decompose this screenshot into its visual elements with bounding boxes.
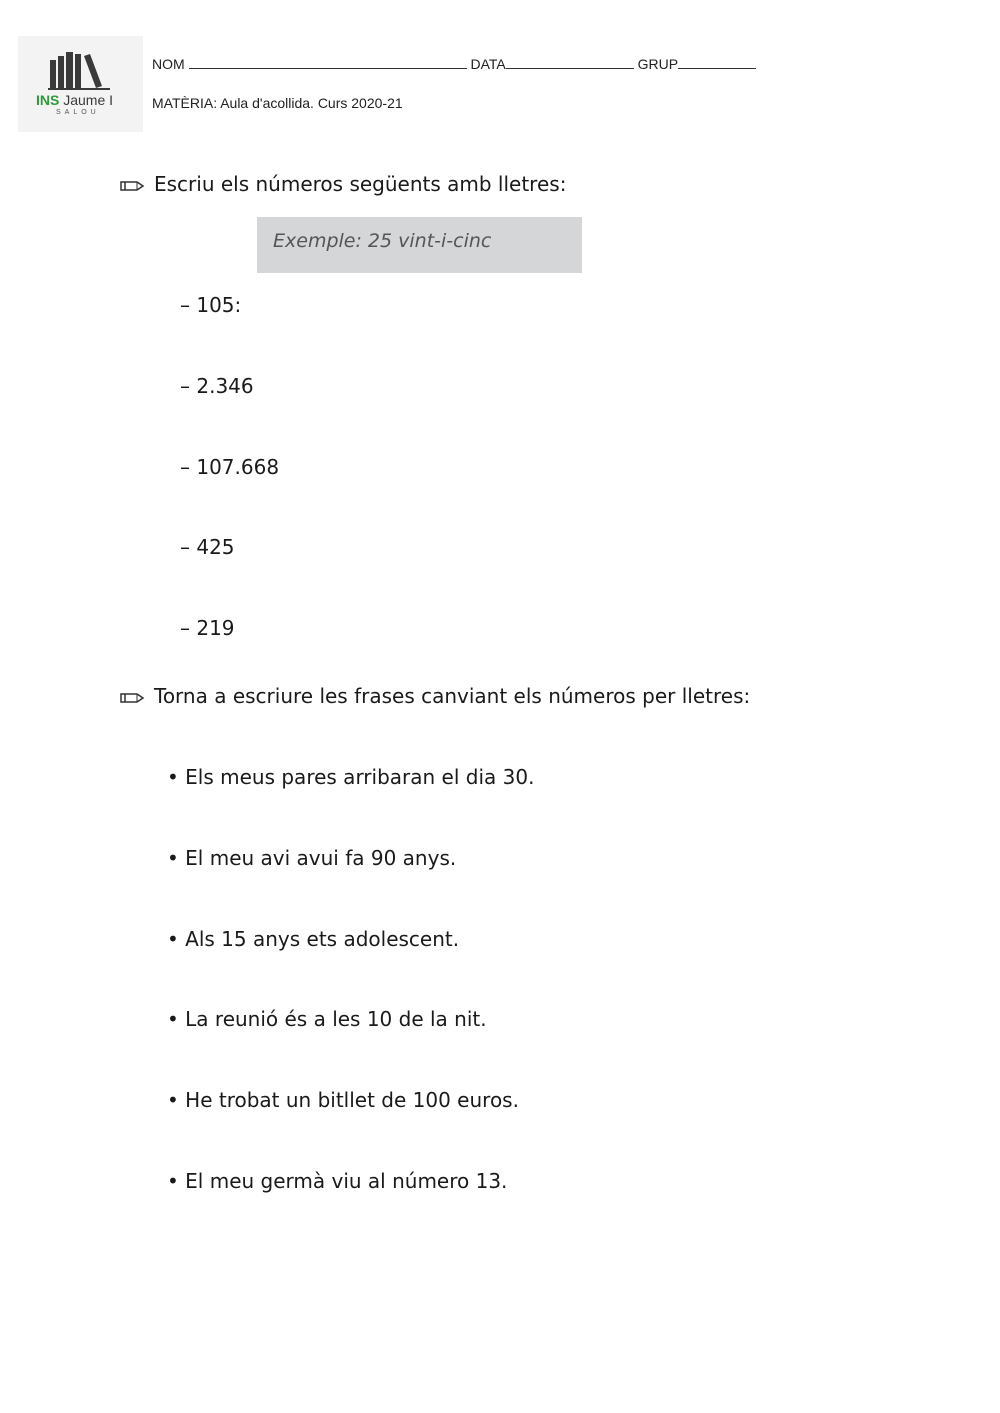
school-logo	[18, 36, 143, 132]
number-item: – 2.346	[180, 374, 254, 398]
sentence-item: • Els meus pares arribaran el dia 30.	[167, 765, 535, 789]
number-item: – 425	[180, 535, 235, 559]
exercise2-instruction	[118, 684, 750, 708]
example-text: Exemple: 25 vint-i-cinc	[273, 230, 492, 252]
data-field[interactable]	[506, 55, 634, 69]
logo-school-name	[36, 92, 113, 108]
number-item: – 107.668	[180, 455, 280, 479]
pencil-icon	[118, 178, 146, 194]
logo-city-text: SALOU	[56, 109, 100, 116]
exercise1-text: Escriu els números següents amb lletres:	[154, 172, 567, 196]
grup-field[interactable]	[678, 55, 756, 69]
nom-label: NOM	[152, 56, 185, 72]
number-item: – 105:	[180, 293, 242, 317]
exercise2-text: Torna a escriure les frases canviant els números per lletres:	[154, 684, 751, 708]
example-box	[257, 217, 582, 273]
pencil-icon	[118, 690, 146, 706]
sentence-item: • El meu germà viu al número 13.	[167, 1169, 508, 1193]
sentence-item: • He trobat un bitllet de 100 euros.	[167, 1088, 519, 1112]
books-logo-icon	[48, 50, 112, 90]
header-fields	[152, 55, 756, 72]
exercise1-instruction	[118, 172, 566, 196]
nom-field[interactable]	[189, 55, 467, 69]
sentence-item: • El meu avi avui fa 90 anys.	[167, 846, 457, 870]
materia-line: MATÈRIA: Aula d'acollida. Curs 2020-21	[152, 95, 403, 111]
data-label: DATA	[470, 56, 506, 72]
sentence-item: • La reunió és a les 10 de la nit.	[167, 1007, 487, 1031]
number-item: – 219	[180, 616, 235, 640]
sentence-item: • Als 15 anys ets adolescent.	[167, 927, 460, 951]
logo-jaume-text: Jaume I	[63, 92, 114, 108]
logo-ins-text: INS	[36, 92, 60, 108]
grup-label: GRUP	[637, 56, 679, 72]
